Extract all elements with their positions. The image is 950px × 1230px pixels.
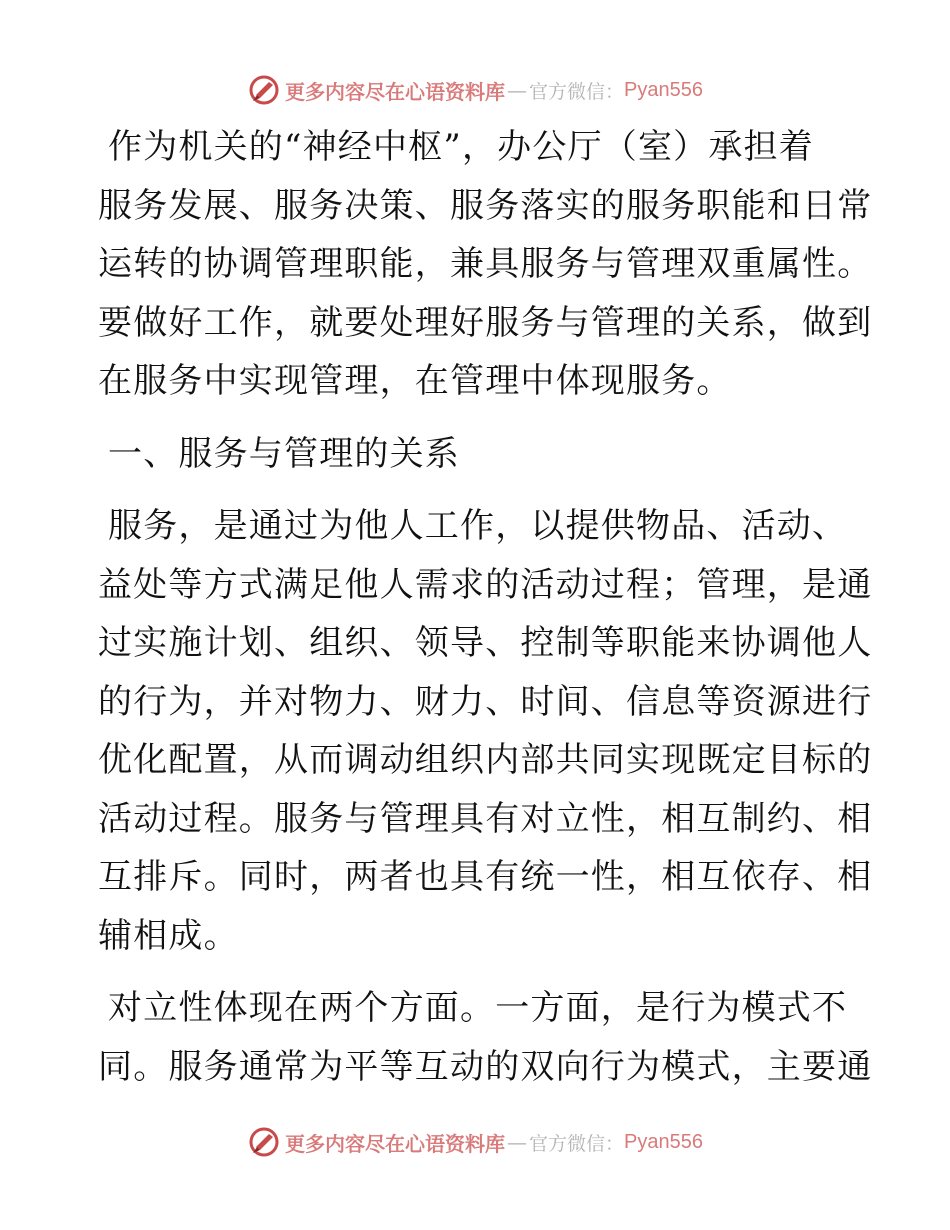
text-line: 互排斥。同时，两者也具有统一性，相互依存、相 <box>98 857 873 897</box>
watermark-contact-label: 官方微信： <box>529 1132 625 1155</box>
text-line: 过实施计划、组织、领导、控制等职能来协调他人 <box>98 623 873 663</box>
text-line: 要做好工作，就要处理好服务与管理的关系，做到 <box>98 302 873 343</box>
watermark-contact-id: Pyan556 <box>624 78 703 101</box>
paragraph-opposition <box>98 979 873 1096</box>
text-line: 在服务中实现管理，在管理中体现服务。 <box>98 361 732 401</box>
text-line: 活动过程。服务与管理具有对立性，相互制约、相 <box>98 798 873 839</box>
watermark-separator: — <box>507 78 527 102</box>
text-line: 作为机关的“神经中枢”，办公厅（室）承担着 <box>108 127 814 167</box>
text-line: 服务，是通过为他人工作，以提供物品、活动、 <box>108 506 848 546</box>
text-line: 的行为，并对物力、财力、时间、信息等资源进行 <box>98 681 873 722</box>
text-line: 服务发展、服务决策、服务落实的服务职能和日常 <box>98 185 873 226</box>
paragraph-definition <box>98 497 873 965</box>
text-line: 同。服务通常为平等互动的双向行为模式，主要通 <box>98 1046 873 1087</box>
document-body <box>98 118 873 1110</box>
watermark-footer <box>0 1122 950 1162</box>
watermark-header <box>0 70 950 110</box>
watermark-separator: — <box>507 1130 527 1154</box>
watermark-brand-text: 更多内容尽在心语资料库 <box>285 79 505 104</box>
paragraph-intro <box>98 118 873 411</box>
brand-logo-icon <box>247 73 281 107</box>
brand-logo-icon <box>247 1125 281 1159</box>
text-line: 优化配置，从而调动组织内部共同实现既定目标的 <box>98 740 873 780</box>
text-line: 运转的协调管理职能，兼具服务与管理双重属性。 <box>98 244 873 284</box>
watermark-contact-label: 官方微信： <box>529 80 625 103</box>
watermark-brand-text: 更多内容尽在心语资料库 <box>285 1131 505 1156</box>
text-line: 益处等方式满足他人需求的活动过程；管理，是通 <box>98 564 873 605</box>
section-heading <box>98 425 853 484</box>
text-line: 辅相成。 <box>98 915 239 956</box>
heading-text: 一、服务与管理的关系 <box>108 433 460 474</box>
text-line: 对立性体现在两个方面。一方面，是行为模式不 <box>108 988 848 1028</box>
watermark-contact-id: Pyan556 <box>624 1130 703 1153</box>
